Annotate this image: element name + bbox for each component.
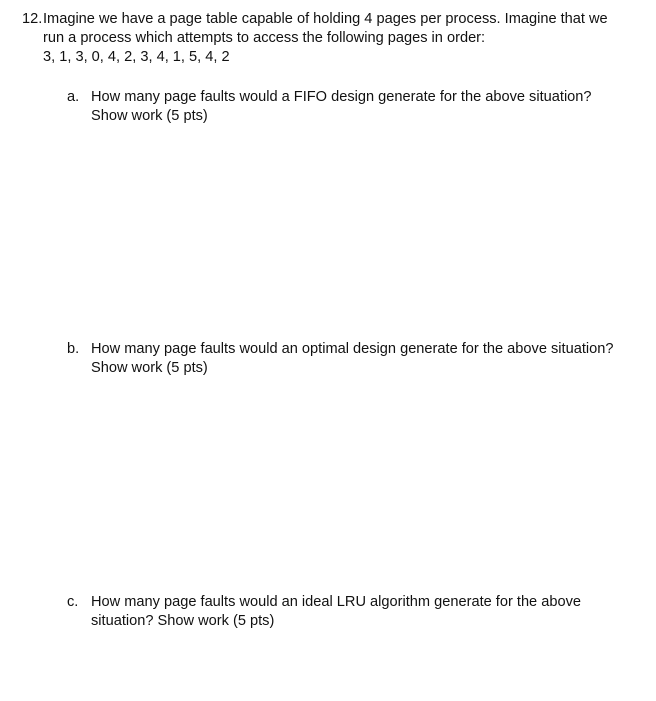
part-a-text bbox=[91, 88, 637, 126]
part-line: How many page faults would a FIFO design generate for the above situation? bbox=[91, 89, 592, 105]
question-line: run a process which attempts to access the following pages in order: bbox=[43, 30, 486, 46]
part-b-text bbox=[91, 340, 637, 378]
part-c-text bbox=[91, 593, 637, 631]
part-letter: c. bbox=[67, 594, 79, 610]
part-line: How many page faults would an optimal design generate for the above situation? bbox=[91, 341, 614, 357]
part-a bbox=[67, 88, 637, 126]
question-text bbox=[43, 10, 642, 48]
part-line: situation? Show work (5 pts) bbox=[91, 613, 275, 629]
page-reference-string: 3, 1, 3, 0, 4, 2, 3, 4, 1, 5, 4, 2 bbox=[43, 49, 230, 65]
part-letter: b. bbox=[67, 341, 80, 357]
part-letter: a. bbox=[67, 89, 80, 105]
part-line: Show work (5 pts) bbox=[91, 360, 208, 376]
question-line: Imagine we have a page table capable of holding 4 pages per process. Imagine that we bbox=[43, 11, 608, 27]
part-b bbox=[67, 340, 637, 378]
question-number: 12. bbox=[22, 11, 43, 27]
part-c bbox=[67, 593, 637, 631]
question-12 bbox=[22, 10, 642, 67]
part-line: Show work (5 pts) bbox=[91, 108, 208, 124]
part-line: How many page faults would an ideal LRU algorithm generate for the above bbox=[91, 594, 581, 610]
